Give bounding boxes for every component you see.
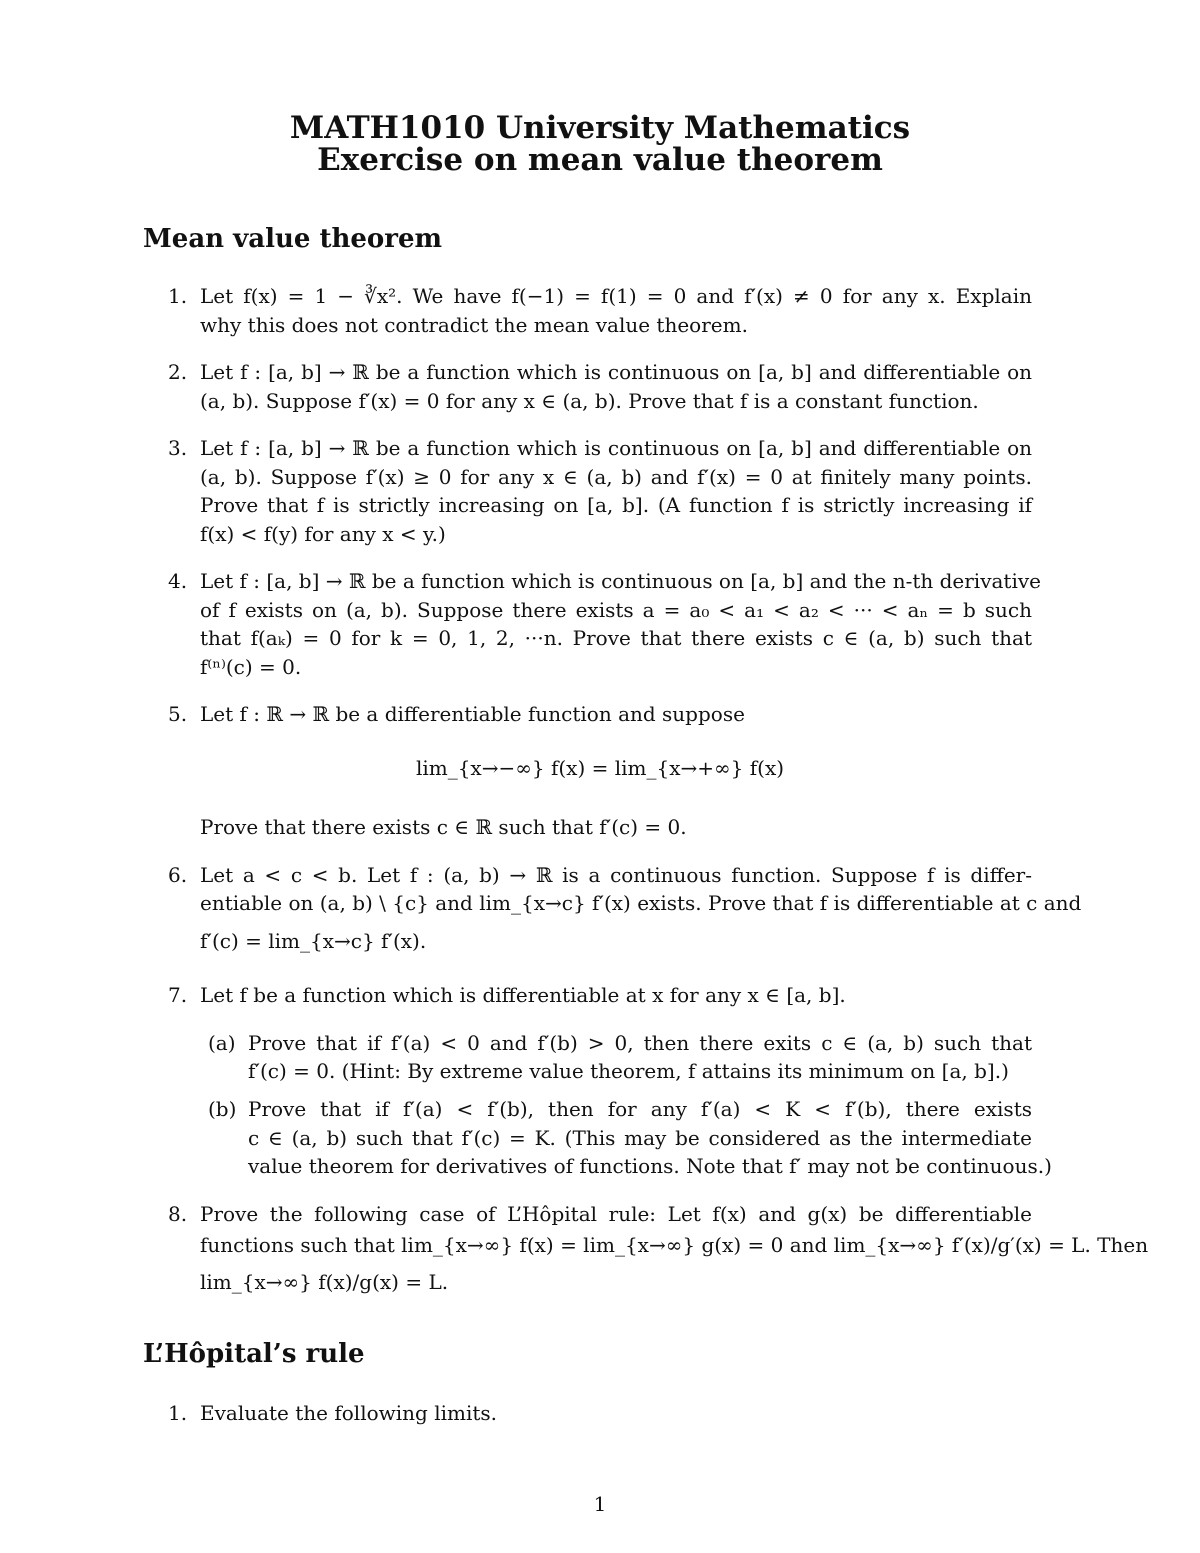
item-line: Let f : [a, b] → ℝ be a function which is continuous on [a, b] and differentiable on [200, 360, 1032, 384]
item-line: Let f : ℝ → ℝ be a differentiable function and suppose [200, 702, 745, 726]
item-line: Evaluate the following limits. [200, 1401, 498, 1425]
subitem-line: c ∈ (a, b) such that f′(c) = K. (This may be considered as the intermediate [248, 1126, 1032, 1150]
item-line: entiable on (a, b) \ {c} and lim_{x→c} f′(x) exists. Prove that f is differentiable at c and [200, 891, 1082, 915]
item-line: f(x) < f(y) for any x < y.) [200, 522, 446, 546]
subitem-line: f′(c) = 0. (Hint: By extreme value theorem, f attains its minimum on [a, b].) [248, 1059, 1009, 1083]
item-line: why this does not contradict the mean value theorem. [200, 313, 748, 337]
item-number: 1. [168, 284, 188, 308]
item-line: that f(aₖ) = 0 for k = 0, 1, 2, ···n. Prove that there exists c ∈ (a, b) such that [200, 626, 1032, 650]
page-number: 1 [593, 1492, 607, 1516]
subitem-label: (a) [208, 1031, 236, 1055]
item-line: Prove that f is strictly increasing on [a, b]. (A function f is strictly increasing if [200, 493, 1032, 517]
item-line: Let a < c < b. Let f : (a, b) → ℝ is a continuous function. Suppose f is differ- [200, 863, 1032, 887]
subitem-line: Prove that if f′(a) < 0 and f′(b) > 0, then there exits c ∈ (a, b) such that [248, 1031, 1032, 1055]
display-equation: lim_{x→−∞} f(x) = lim_{x→+∞} f(x) [415, 756, 785, 780]
item-line: Let f(x) = 1 − ∛x². We have f(−1) = f(1) = 0 and f′(x) ≠ 0 for any x. Explain [200, 284, 1032, 308]
course-title: MATH1010 University Mathematics [289, 110, 911, 146]
item-line: Let f be a function which is differentiable at x for any x ∈ [a, b]. [200, 983, 846, 1007]
item-number: 5. [168, 702, 188, 726]
subitem-line: value theorem for derivatives of functions. Note that f′ may not be continuous.) [248, 1154, 1052, 1178]
item-line: functions such that lim_{x→∞} f(x) = lim_{x→∞} g(x) = 0 and lim_{x→∞} f′(x)/g′(x) = L. Then [200, 1233, 1149, 1257]
item-number: 1. [168, 1401, 188, 1425]
item-line: Let f : [a, b] → ℝ be a function which is continuous on [a, b] and the n-th derivative [200, 569, 1041, 593]
item-line: (a, b). Suppose f′(x) = 0 for any x ∈ (a, b). Prove that f is a constant function. [200, 389, 979, 413]
item-number: 8. [168, 1202, 188, 1226]
item-line: of f exists on (a, b). Suppose there exists a = a₀ < a₁ < a₂ < ··· < aₙ = b such [200, 598, 1032, 622]
item-number: 4. [168, 569, 188, 593]
item-number: 2. [168, 360, 188, 384]
item-number: 7. [168, 983, 188, 1007]
item-line: Prove that there exists c ∈ ℝ such that f′(c) = 0. [200, 815, 687, 839]
exercise-title: Exercise on mean value theorem [317, 142, 883, 178]
item-number: 6. [168, 863, 188, 887]
section-heading-mvt: Mean value theorem [143, 224, 442, 254]
subitem-line: Prove that if f′(a) < f′(b), then for any f′(a) < K < f′(b), there exists [248, 1097, 1032, 1121]
item-line: (a, b). Suppose f′(x) ≥ 0 for any x ∈ (a, b) and f′(x) = 0 at finitely many points. [200, 465, 1032, 489]
item-line: Let f : [a, b] → ℝ be a function which is continuous on [a, b] and differentiable on [200, 436, 1032, 460]
item-line: Prove the following case of L’Hôpital rule: Let f(x) and g(x) be differentiable [200, 1202, 1032, 1226]
item-line: lim_{x→∞} f(x)/g(x) = L. [200, 1270, 449, 1294]
section-heading-lhopital: L’Hôpital’s rule [143, 1339, 365, 1369]
item-number: 3. [168, 436, 188, 460]
subitem-label: (b) [208, 1097, 237, 1121]
item-line: f′(c) = lim_{x→c} f′(x). [200, 929, 427, 953]
item-line: f⁽ⁿ⁾(c) = 0. [200, 655, 302, 679]
